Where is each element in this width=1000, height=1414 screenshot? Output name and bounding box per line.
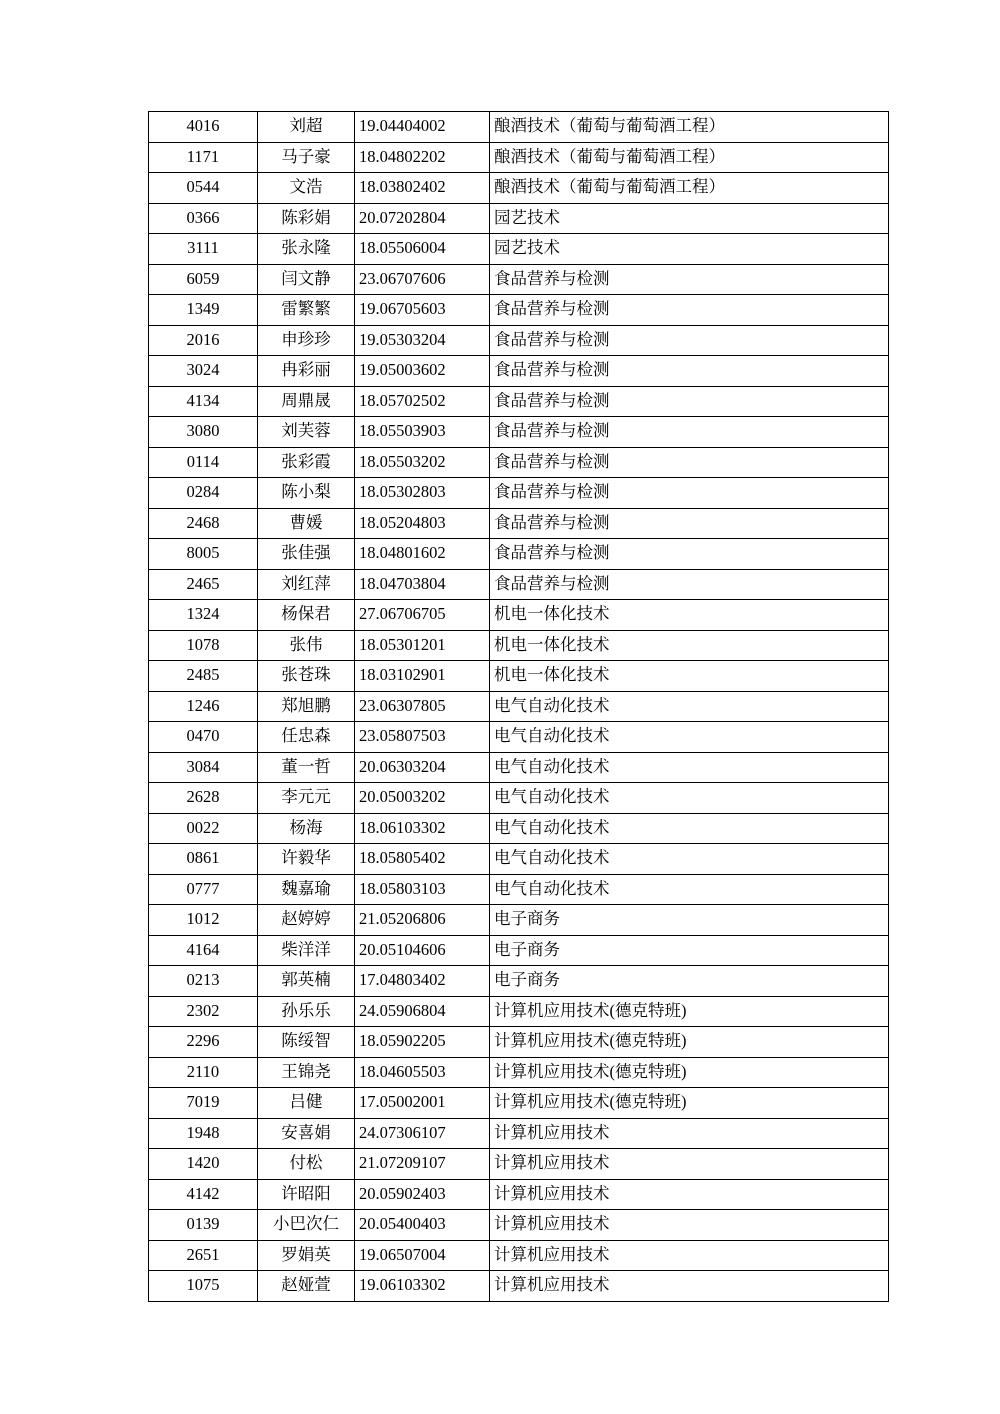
cell-name: 刘红萍 [258,569,355,600]
table-row [149,1210,889,1241]
cell-id: 1948 [149,1118,258,1149]
cell-name: 杨保君 [258,600,355,631]
cell-id: 4016 [149,112,258,143]
cell-code: 24.05906804 [355,996,490,1027]
cell-id: 0114 [149,447,258,478]
cell-name: 杨海 [258,813,355,844]
cell-code: 18.05503903 [355,417,490,448]
cell-name: 文浩 [258,173,355,204]
cell-code: 18.04703804 [355,569,490,600]
table-row [149,447,889,478]
table-row [149,630,889,661]
cell-major: 计算机应用技术 [490,1118,889,1149]
table-row [149,1240,889,1271]
cell-major: 食品营养与检测 [490,478,889,509]
cell-code: 23.06707606 [355,264,490,295]
table-row [149,1027,889,1058]
cell-major: 电子商务 [490,935,889,966]
cell-major: 食品营养与检测 [490,264,889,295]
cell-name: 张永隆 [258,234,355,265]
cell-name: 罗娟英 [258,1240,355,1271]
cell-id: 2651 [149,1240,258,1271]
cell-name: 周鼎晟 [258,386,355,417]
cell-code: 27.06706705 [355,600,490,631]
table-row [149,874,889,905]
table-row [149,264,889,295]
table-row [149,844,889,875]
cell-name: 马子豪 [258,142,355,173]
cell-id: 2296 [149,1027,258,1058]
cell-code: 18.04605503 [355,1057,490,1088]
table-row [149,935,889,966]
cell-name: 董一哲 [258,752,355,783]
table-row [149,569,889,600]
cell-id: 0022 [149,813,258,844]
cell-major: 机电一体化技术 [490,600,889,631]
cell-name: 小巴次仁 [258,1210,355,1241]
cell-code: 18.05302803 [355,478,490,509]
cell-name: 李元元 [258,783,355,814]
cell-id: 0861 [149,844,258,875]
cell-id: 0284 [149,478,258,509]
cell-name: 柴洋洋 [258,935,355,966]
cell-major: 食品营养与检测 [490,386,889,417]
cell-code: 18.05503202 [355,447,490,478]
table-row [149,1118,889,1149]
cell-id: 0213 [149,966,258,997]
cell-code: 18.05506004 [355,234,490,265]
cell-code: 19.06103302 [355,1271,490,1302]
cell-id: 4164 [149,935,258,966]
table-row [149,356,889,387]
cell-code: 18.05702502 [355,386,490,417]
cell-major: 酿酒技术（葡萄与葡萄酒工程） [490,142,889,173]
cell-code: 19.04404002 [355,112,490,143]
table-row [149,691,889,722]
cell-code: 19.05003602 [355,356,490,387]
cell-id: 2628 [149,783,258,814]
cell-id: 0470 [149,722,258,753]
cell-major: 园艺技术 [490,234,889,265]
cell-major: 计算机应用技术 [490,1210,889,1241]
cell-id: 1349 [149,295,258,326]
cell-major: 机电一体化技术 [490,661,889,692]
cell-code: 18.05803103 [355,874,490,905]
table-row [149,996,889,1027]
table-row [149,234,889,265]
cell-id: 3084 [149,752,258,783]
cell-name: 孙乐乐 [258,996,355,1027]
cell-code: 19.05303204 [355,325,490,356]
cell-code: 18.06103302 [355,813,490,844]
cell-name: 吕健 [258,1088,355,1119]
cell-name: 张彩霞 [258,447,355,478]
cell-code: 24.07306107 [355,1118,490,1149]
cell-code: 17.04803402 [355,966,490,997]
cell-name: 付松 [258,1149,355,1180]
cell-major: 食品营养与检测 [490,356,889,387]
cell-code: 19.06507004 [355,1240,490,1271]
cell-major: 电气自动化技术 [490,722,889,753]
cell-code: 21.05206806 [355,905,490,936]
cell-name: 王锦尧 [258,1057,355,1088]
cell-major: 电气自动化技术 [490,691,889,722]
cell-name: 许昭阳 [258,1179,355,1210]
cell-name: 陈小梨 [258,478,355,509]
cell-major: 食品营养与检测 [490,508,889,539]
cell-id: 1012 [149,905,258,936]
table-row [149,112,889,143]
roster-table [148,111,889,1302]
cell-major: 食品营养与检测 [490,539,889,570]
cell-major: 电子商务 [490,966,889,997]
cell-id: 0139 [149,1210,258,1241]
cell-code: 20.07202804 [355,203,490,234]
cell-major: 计算机应用技术(德克特班) [490,996,889,1027]
cell-name: 安喜娟 [258,1118,355,1149]
table-row [149,478,889,509]
cell-id: 1324 [149,600,258,631]
cell-id: 6059 [149,264,258,295]
cell-name: 曹媛 [258,508,355,539]
cell-name: 张苍珠 [258,661,355,692]
cell-name: 刘超 [258,112,355,143]
cell-code: 20.05400403 [355,1210,490,1241]
cell-code: 18.03802402 [355,173,490,204]
cell-name: 陈彩娟 [258,203,355,234]
cell-id: 1246 [149,691,258,722]
cell-major: 电子商务 [490,905,889,936]
cell-name: 赵婷婷 [258,905,355,936]
table-row [149,417,889,448]
cell-major: 酿酒技术（葡萄与葡萄酒工程） [490,112,889,143]
table-row [149,600,889,631]
table-row [149,386,889,417]
cell-major: 计算机应用技术(德克特班) [490,1027,889,1058]
cell-code: 18.05902205 [355,1027,490,1058]
table-row [149,813,889,844]
cell-name: 郭英楠 [258,966,355,997]
table-row [149,783,889,814]
table-row [149,173,889,204]
cell-major: 计算机应用技术 [490,1240,889,1271]
table-row [149,1179,889,1210]
table-row [149,203,889,234]
cell-major: 食品营养与检测 [490,295,889,326]
table-row [149,966,889,997]
cell-major: 食品营养与检测 [490,569,889,600]
cell-name: 张伟 [258,630,355,661]
cell-name: 刘芙蓉 [258,417,355,448]
cell-major: 电气自动化技术 [490,813,889,844]
cell-code: 17.05002001 [355,1088,490,1119]
table-row [149,661,889,692]
cell-id: 2465 [149,569,258,600]
table-row [149,905,889,936]
cell-id: 3080 [149,417,258,448]
cell-id: 0777 [149,874,258,905]
cell-id: 2016 [149,325,258,356]
cell-id: 8005 [149,539,258,570]
cell-code: 18.05805402 [355,844,490,875]
cell-name: 申珍珍 [258,325,355,356]
cell-code: 18.05301201 [355,630,490,661]
cell-code: 18.03102901 [355,661,490,692]
cell-id: 0544 [149,173,258,204]
cell-id: 1420 [149,1149,258,1180]
cell-code: 23.05807503 [355,722,490,753]
cell-code: 20.05104606 [355,935,490,966]
cell-id: 7019 [149,1088,258,1119]
cell-code: 19.06705603 [355,295,490,326]
cell-major: 食品营养与检测 [490,417,889,448]
cell-id: 2302 [149,996,258,1027]
table-row [149,295,889,326]
cell-name: 雷繁繁 [258,295,355,326]
table-row [149,325,889,356]
cell-code: 23.06307805 [355,691,490,722]
table-row [149,1088,889,1119]
cell-code: 20.06303204 [355,752,490,783]
cell-id: 3024 [149,356,258,387]
cell-major: 电气自动化技术 [490,783,889,814]
cell-major: 机电一体化技术 [490,630,889,661]
cell-code: 21.07209107 [355,1149,490,1180]
cell-id: 1171 [149,142,258,173]
cell-name: 冉彩丽 [258,356,355,387]
cell-major: 计算机应用技术(德克特班) [490,1088,889,1119]
table-row [149,1149,889,1180]
cell-name: 任忠森 [258,722,355,753]
cell-id: 4142 [149,1179,258,1210]
cell-name: 张佳强 [258,539,355,570]
cell-id: 1078 [149,630,258,661]
table-row [149,722,889,753]
cell-id: 1075 [149,1271,258,1302]
cell-major: 酿酒技术（葡萄与葡萄酒工程） [490,173,889,204]
cell-code: 18.05204803 [355,508,490,539]
cell-major: 电气自动化技术 [490,874,889,905]
cell-major: 园艺技术 [490,203,889,234]
cell-name: 魏嘉瑜 [258,874,355,905]
cell-id: 2110 [149,1057,258,1088]
cell-name: 许毅华 [258,844,355,875]
roster-table-body [149,112,889,1302]
table-row [149,1271,889,1302]
cell-major: 计算机应用技术 [490,1179,889,1210]
cell-major: 计算机应用技术 [490,1149,889,1180]
table-row [149,752,889,783]
cell-name: 陈绥智 [258,1027,355,1058]
cell-code: 18.04802202 [355,142,490,173]
cell-major: 电气自动化技术 [490,752,889,783]
cell-name: 赵娅萱 [258,1271,355,1302]
cell-id: 4134 [149,386,258,417]
cell-code: 20.05902403 [355,1179,490,1210]
cell-name: 郑旭鹏 [258,691,355,722]
table-row [149,508,889,539]
cell-major: 食品营养与检测 [490,447,889,478]
cell-code: 18.04801602 [355,539,490,570]
table-row [149,539,889,570]
cell-major: 计算机应用技术(德克特班) [490,1057,889,1088]
cell-id: 2485 [149,661,258,692]
cell-name: 闫文静 [258,264,355,295]
cell-major: 计算机应用技术 [490,1271,889,1302]
cell-major: 电气自动化技术 [490,844,889,875]
cell-code: 20.05003202 [355,783,490,814]
cell-id: 2468 [149,508,258,539]
cell-id: 3111 [149,234,258,265]
roster-table-wrapper [148,111,852,1302]
table-row [149,142,889,173]
table-row [149,1057,889,1088]
cell-major: 食品营养与检测 [490,325,889,356]
cell-id: 0366 [149,203,258,234]
